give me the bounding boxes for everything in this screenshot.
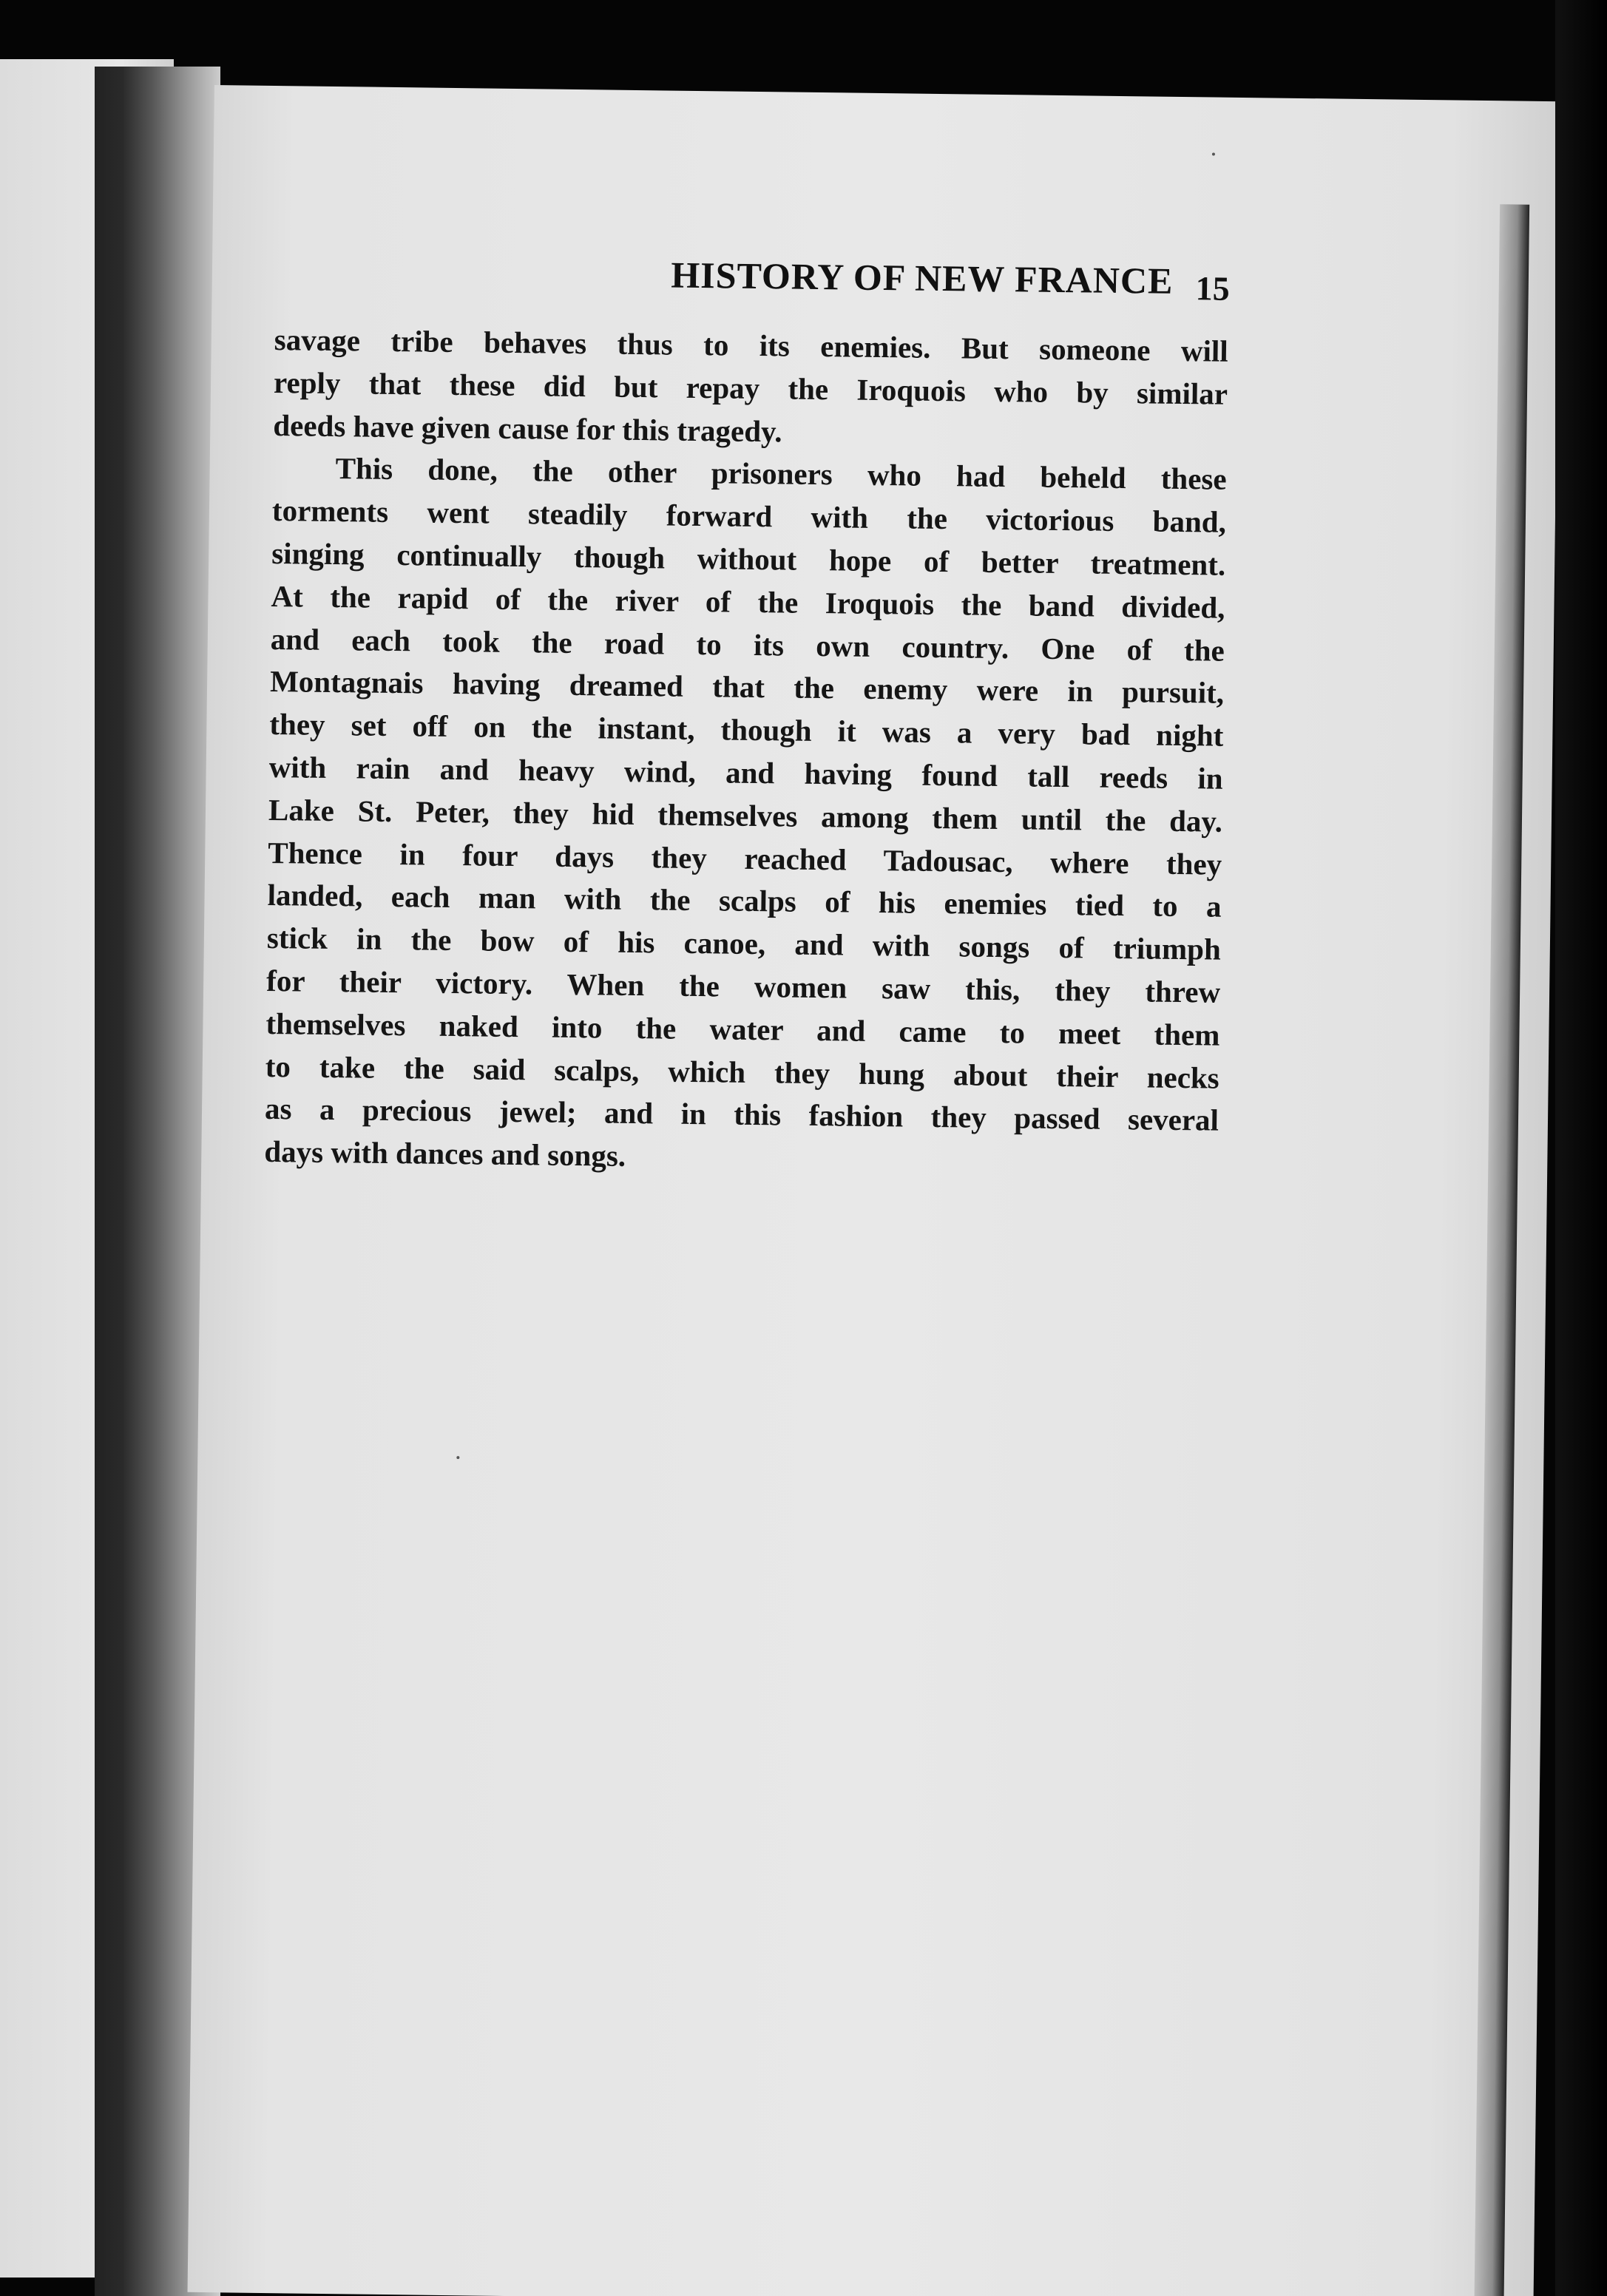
text-line: reply that these did but repay the Iroquois who by similar xyxy=(273,365,1228,411)
text-line: singing continually though without hope of better treatment. xyxy=(271,535,1226,582)
text-line: with rain and heavy wind, and having found tall reeds in xyxy=(268,749,1223,796)
right-page xyxy=(188,85,1560,2296)
text-line: Montagnais having dreamed that the enemy were in pursuit, xyxy=(269,664,1225,711)
text-line: stick in the bow of his canoe, and with songs of triumph xyxy=(266,921,1222,966)
text-line: Thence in four days they reached Tadousac, where they xyxy=(268,835,1222,881)
right-dark-border xyxy=(1555,0,1607,2296)
text-line: themselves naked into the water and came to meet them xyxy=(265,1006,1220,1052)
page-number: 15 xyxy=(1195,269,1231,308)
page-edge-shadow xyxy=(1473,204,1529,2296)
paper-speck xyxy=(1212,152,1215,155)
text-line: At the rapid of the river of the Iroquois the band divided, xyxy=(271,578,1225,625)
text-line: as a precious jewel; and in this fashion they passed several xyxy=(264,1091,1219,1138)
text-line: savage tribe behaves thus to its enemies. But someone will xyxy=(274,322,1228,368)
text-line: to take the said scalps, which they hung about their necks xyxy=(265,1049,1219,1095)
text-line: landed, each man with the scalps of his enemies tied to a xyxy=(267,878,1222,924)
text-line: This done, the other prisoners who had beheld these xyxy=(335,451,1227,497)
text-line: torments went steadily forward with the victorious band, xyxy=(271,493,1227,539)
text-line: days with dances and songs. xyxy=(264,1134,626,1174)
text-line: and each took the road to its own country. One of the xyxy=(270,621,1225,668)
text-line: for their victory. When the women saw this, they threw xyxy=(265,963,1221,1009)
body-text xyxy=(264,319,1228,1185)
text-line: Lake St. Peter, they hid themselves among them until the day. xyxy=(268,792,1223,839)
paper-speck xyxy=(456,1456,459,1459)
running-head: HISTORY OF NEW FRANCE xyxy=(671,254,1174,302)
text-line: deeds have given cause for this tragedy. xyxy=(273,407,782,449)
text-line: they set off on the instant, though it was a very bad night xyxy=(269,707,1224,753)
